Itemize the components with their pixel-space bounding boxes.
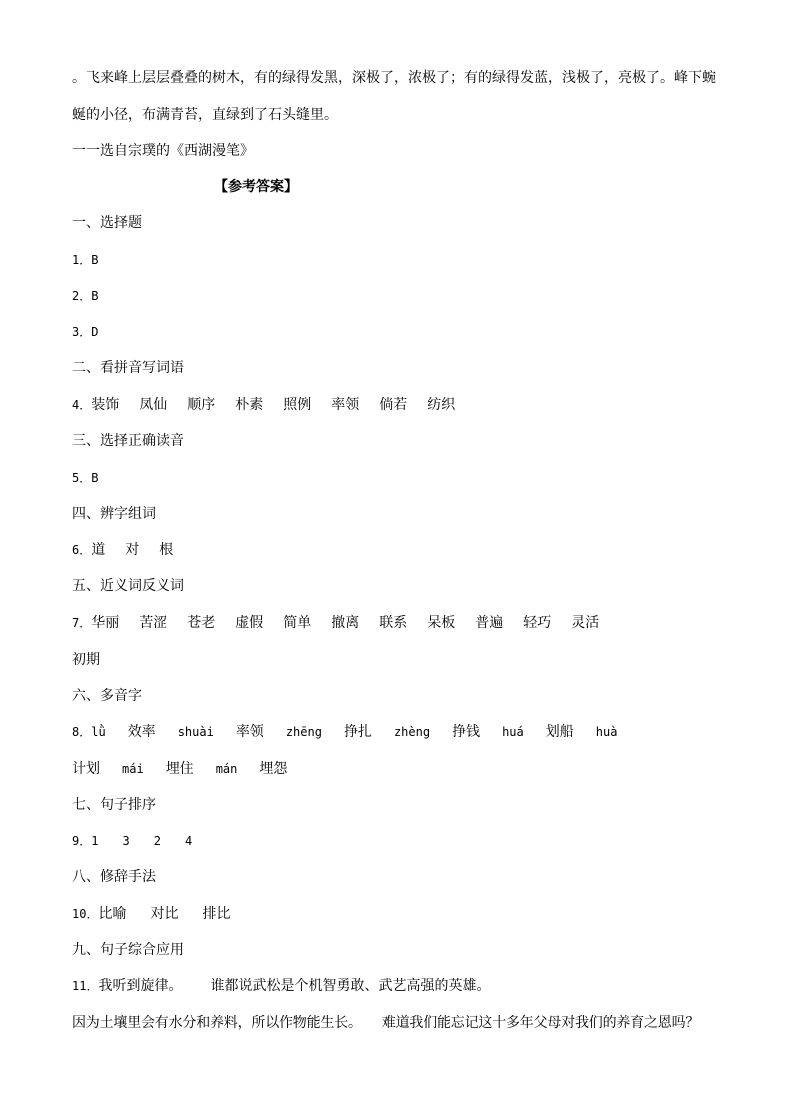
passage-line-2: 蜒的小径，布满青苔，直绿到了石头缝里。 <box>72 107 338 123</box>
word: 华丽 <box>91 615 120 631</box>
word: 呆板 <box>427 615 456 631</box>
word: 埋住 <box>165 761 194 777</box>
word: 比喻 <box>98 906 127 922</box>
answer-4 <box>72 395 455 415</box>
pinyin: zhèng <box>393 725 431 739</box>
answer-7-wrap: 初期 <box>72 652 100 668</box>
section-heading: 四、辨字组词 <box>72 506 156 522</box>
passage-source: 一一选自宗璞的《西湖漫笔》 <box>72 143 254 159</box>
section-heading: 三、选择正确读音 <box>72 433 184 449</box>
question-number: 9． <box>72 834 92 848</box>
word: 挣扎 <box>343 724 372 740</box>
answers-title: 【参考答案】 <box>214 179 298 195</box>
word: 灵活 <box>571 615 600 631</box>
word: 效率 <box>127 724 156 740</box>
section-heading: 九、句子综合应用 <box>72 942 184 958</box>
word: 对 <box>125 542 140 558</box>
order-item: 1 <box>91 834 99 848</box>
order-item: 3 <box>122 834 130 848</box>
question-number: 4． <box>72 398 92 412</box>
answer-value: B <box>91 471 99 485</box>
word: 根 <box>159 542 174 558</box>
answer-6 <box>72 540 173 560</box>
word: 照例 <box>283 397 312 413</box>
section-heading: 六、多音字 <box>72 688 142 704</box>
word: 普遍 <box>475 615 504 631</box>
question-number: 2． <box>72 289 92 303</box>
pinyin: huà <box>595 725 618 739</box>
answer-1 <box>72 250 98 270</box>
word: 挣钱 <box>452 724 481 740</box>
answer-8-line-2 <box>72 759 287 779</box>
section-heading: 二、看拼音写词语 <box>72 360 184 376</box>
word: 划船 <box>545 724 574 740</box>
section-heading: 八、修辞手法 <box>72 869 156 885</box>
word: 撤离 <box>331 615 360 631</box>
answer-8-line-1 <box>72 722 617 742</box>
passage-line-1: 。飞来峰上层层叠叠的树木，有的绿得发黑，深极了，浓极了；有的绿得发蓝，浅极了，亮极了。峰下蜿 <box>72 70 716 86</box>
question-number: 7． <box>72 616 92 630</box>
sentence: 因为土壤里会有水分和养料，所以作物能生长。 <box>72 1015 362 1031</box>
pinyin: zhēng <box>285 725 322 739</box>
answer-value: B <box>91 289 99 303</box>
answer-11-line-1 <box>72 976 490 996</box>
sentence: 谁都说武松是个机智勇敢、武艺高强的英雄。 <box>210 978 491 994</box>
word: 率领 <box>235 724 264 740</box>
sentence: 难道我们能忘记这十多年父母对我们的养育之恩吗？ <box>381 1015 700 1031</box>
word: 虚假 <box>235 615 264 631</box>
word: 装饰 <box>91 397 120 413</box>
question-number: 3． <box>72 325 92 339</box>
word: 对比 <box>150 906 179 922</box>
section-heading: 七、句子排序 <box>72 797 156 813</box>
word: 道 <box>91 542 106 558</box>
pinyin: lǜ <box>91 725 106 739</box>
answer-3 <box>72 322 98 342</box>
word: 凤仙 <box>139 397 168 413</box>
section-heading: 五、近义词反义词 <box>72 578 184 594</box>
word: 朴素 <box>235 397 264 413</box>
answer-value: D <box>91 325 99 339</box>
question-number: 1． <box>72 253 92 267</box>
pinyin: shuài <box>177 725 214 739</box>
word: 顺序 <box>187 397 216 413</box>
question-number: 5． <box>72 471 92 485</box>
answer-11-line-2 <box>72 1013 699 1033</box>
word: 排比 <box>202 906 231 922</box>
answer-5 <box>72 468 98 488</box>
answer-10 <box>72 904 230 924</box>
word: 纺织 <box>427 397 456 413</box>
word: 轻巧 <box>523 615 552 631</box>
word: 埋怨 <box>259 761 288 777</box>
answer-value: B <box>91 253 99 267</box>
word: 联系 <box>379 615 408 631</box>
question-number: 10． <box>72 907 99 921</box>
pinyin: huá <box>502 725 524 739</box>
section-heading: 一、选择题 <box>72 215 142 231</box>
answer-9 <box>72 831 192 851</box>
question-number: 8． <box>72 725 92 739</box>
sentence: 我听到旋律。 <box>98 978 183 994</box>
word: 简单 <box>283 615 312 631</box>
word: 倘若 <box>379 397 408 413</box>
word: 计划 <box>72 761 100 777</box>
order-item: 2 <box>153 834 161 848</box>
pinyin: mán <box>215 762 238 776</box>
answer-2 <box>72 286 98 306</box>
answer-7 <box>72 613 599 633</box>
word: 率领 <box>331 397 360 413</box>
word: 苍老 <box>187 615 216 631</box>
word: 苦涩 <box>139 615 168 631</box>
order-item: 4 <box>184 834 193 848</box>
question-number: 11． <box>72 979 99 993</box>
pinyin: mái <box>122 762 144 776</box>
question-number: 6． <box>72 543 92 557</box>
